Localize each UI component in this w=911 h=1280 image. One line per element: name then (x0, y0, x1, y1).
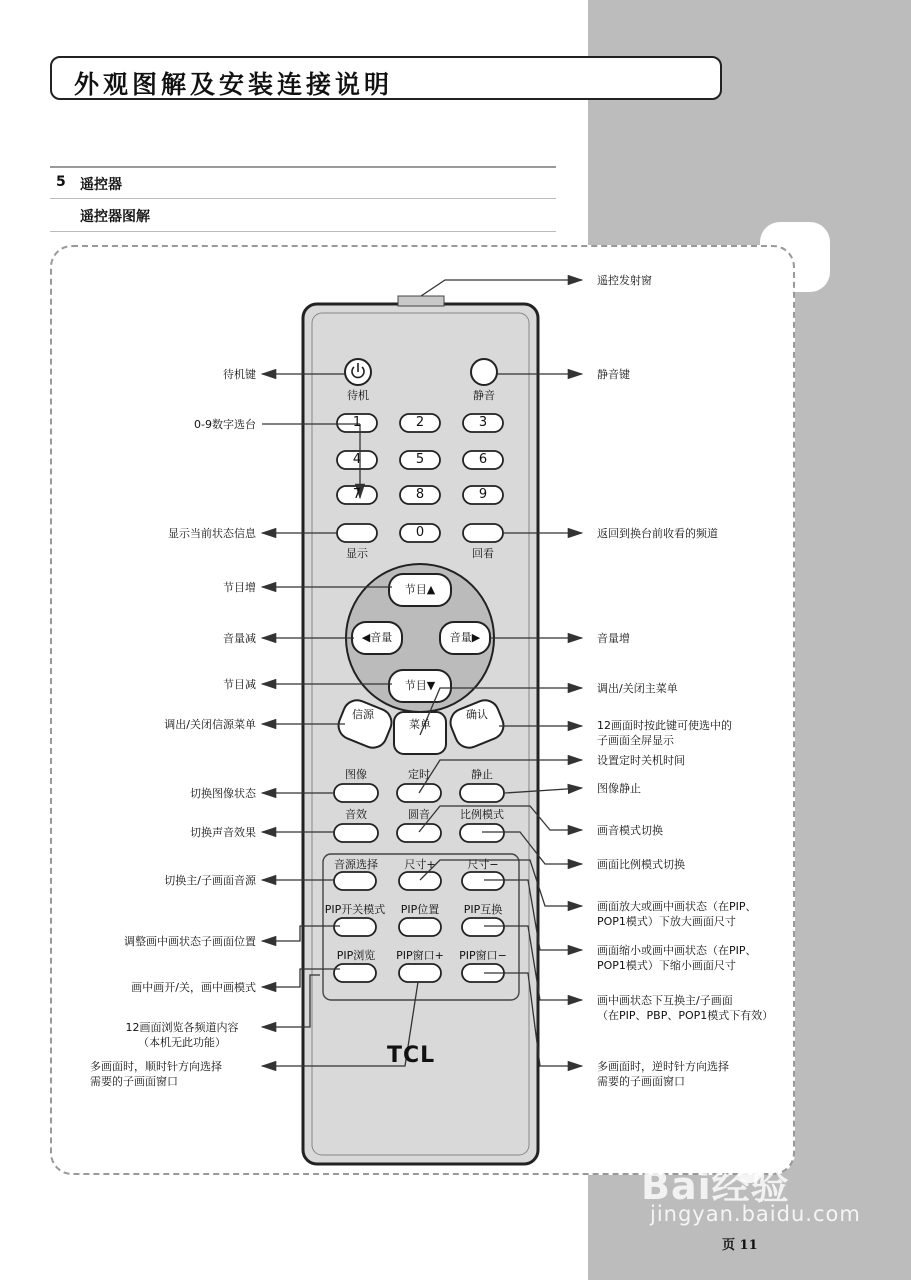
section-title: 遥控器 (80, 177, 122, 193)
sound-effect-caption: 音效 (345, 808, 367, 821)
recall-button[interactable] (463, 524, 503, 542)
label-window-ccw (597, 1059, 729, 1089)
sound-effect-button[interactable] (334, 824, 378, 842)
menu-caption: 菜单 (409, 718, 431, 731)
section-number: 5 (56, 174, 66, 190)
label-ir-window: 遥控发射窗 (597, 274, 652, 287)
label-window-cw (90, 1059, 260, 1089)
label-size-plus-line2: POP1模式）下放大画面尺寸 (597, 915, 736, 928)
label-vol-up: 音量增 (597, 632, 630, 645)
prog-down-label: 节目▼ (404, 679, 436, 692)
label-picture-state: 切换图像状态 (190, 787, 256, 800)
pip-swap-button[interactable] (462, 918, 504, 936)
label-background: 画音模式切换 (597, 824, 663, 837)
label-window-ccw-line1: 多画面时，逆时针方向选择 (597, 1060, 729, 1073)
label-confirm-line2: 子画面全屏显示 (597, 734, 674, 747)
background-button[interactable] (397, 824, 441, 842)
label-swap-line1: 画中画状态下互换主/子画面 (597, 994, 733, 1007)
size-plus-button[interactable] (399, 872, 441, 890)
timer-caption: 定时 (408, 768, 430, 781)
audio-select-caption: 音源选择 (334, 858, 378, 871)
pip-browse-button[interactable] (334, 964, 376, 982)
label-source-menu: 调出/关闭信源菜单 (164, 718, 256, 731)
watermark-brand: Bai经验 (641, 1164, 790, 1208)
label-size-minus-line1: 画面缩小或画中画状态（在PIP、 (597, 944, 757, 957)
label-size-plus (597, 899, 757, 929)
display-button[interactable] (337, 524, 377, 542)
size-minus-button[interactable] (462, 872, 504, 890)
label-pip-position: 调整画中画状态子画面位置 (124, 935, 256, 948)
label-freeze: 图像静止 (597, 782, 641, 795)
label-size-minus (597, 943, 757, 973)
label-standby: 待机键 (223, 368, 256, 381)
pip-position-caption: PIP位置 (400, 903, 440, 916)
digit-label: 3 (478, 415, 488, 430)
label-size-minus-line2: POP1模式）下缩小画面尺寸 (597, 959, 736, 972)
label-display: 显示当前状态信息 (168, 527, 256, 540)
label-browse-line1: 12画面浏览各频道内容 (125, 1021, 239, 1034)
picture-button[interactable] (334, 784, 378, 802)
label-ratio: 画面比例模式切换 (597, 858, 685, 871)
label-confirm-line1: 12画面时按此键可使选中的 (597, 719, 732, 732)
watermark-site: jingyan.baidu.com (650, 1202, 861, 1226)
label-window-cw-line2: 需要的子画面窗口 (90, 1075, 178, 1088)
source-caption: 信源 (352, 708, 374, 721)
pip-swap-caption: PIP互换 (463, 903, 503, 916)
digit-label: 1 (352, 415, 362, 430)
digit-label: 9 (478, 487, 488, 502)
digit-label: 5 (415, 452, 425, 467)
label-audio-source: 切换主/子画面音源 (164, 874, 256, 887)
ratio-caption: 比例模式 (460, 808, 504, 821)
freeze-button[interactable] (460, 784, 504, 802)
page-number: 页 11 (722, 1238, 758, 1253)
pip-window-plus-caption: PIP窗口+ (396, 949, 444, 962)
digit-label: 8 (415, 487, 425, 502)
prog-up-label: 节目▲ (404, 583, 436, 596)
digit-label: 2 (415, 415, 425, 430)
digit-label: 7 (352, 487, 362, 502)
background-caption: 圆音 (408, 808, 430, 821)
label-window-cw-line1: 多画面时，顺时针方向选择 (90, 1060, 222, 1073)
label-size-plus-line1: 画面放大或画中画状态（在PIP、 (597, 900, 757, 913)
display-caption: 显示 (346, 547, 368, 560)
digit-label: 4 (352, 452, 362, 467)
digit-label: 6 (478, 452, 488, 467)
ir-window (398, 296, 444, 306)
label-swap (597, 993, 773, 1023)
pip-position-button[interactable] (399, 918, 441, 936)
pip-mode-caption: PIP开关模式 (324, 903, 386, 916)
pip-window-plus-button[interactable] (399, 964, 441, 982)
size-minus-caption: 尺寸− (467, 858, 499, 871)
label-timer: 设置定时关机时间 (597, 754, 685, 767)
pip-mode-button[interactable] (334, 918, 376, 936)
label-swap-line2: （在PIP、PBP、POP1模式下有效） (597, 1009, 774, 1022)
mute-button[interactable] (471, 359, 497, 385)
vol-up-label: 音量▶ (449, 631, 481, 644)
label-prog-up: 节目增 (223, 581, 256, 594)
pip-window-minus-caption: PIP窗口− (459, 949, 507, 962)
label-window-ccw-line2: 需要的子画面窗口 (597, 1075, 685, 1088)
vol-down-label: ◀音量 (361, 631, 393, 644)
recall-caption: 回看 (472, 547, 494, 560)
label-pip-toggle: 画中画开/关，画中画模式 (131, 981, 256, 994)
mute-caption: 静音 (473, 389, 495, 402)
label-main-menu: 调出/关闭主菜单 (597, 682, 678, 695)
brand-logo: TCL (387, 1043, 436, 1068)
ratio-button[interactable] (460, 824, 504, 842)
label-browse-line2: （本机无此功能） (138, 1036, 226, 1049)
label-recall: 返回到换台前收看的频道 (597, 527, 718, 540)
label-mute: 静音键 (597, 368, 630, 381)
page-title: 外观图解及安装连接说明 (74, 70, 394, 99)
subsection-title: 遥控器图解 (80, 209, 150, 225)
confirm-caption: 确认 (466, 708, 488, 721)
picture-caption: 图像 (345, 768, 367, 781)
label-digits: 0-9数字选台 (194, 418, 256, 431)
freeze-caption: 静止 (471, 768, 493, 781)
label-vol-down: 音量减 (223, 632, 256, 645)
label-confirm (597, 718, 732, 748)
size-plus-caption: 尺寸+ (404, 858, 436, 871)
digit-label: 0 (415, 525, 425, 540)
power-caption: 待机 (347, 389, 369, 402)
audio-select-button[interactable] (334, 872, 376, 890)
label-prog-down: 节目减 (223, 678, 256, 691)
label-browse (112, 1020, 252, 1050)
label-sound-effect: 切换声音效果 (190, 826, 256, 839)
pip-browse-caption: PIP浏览 (336, 949, 376, 962)
